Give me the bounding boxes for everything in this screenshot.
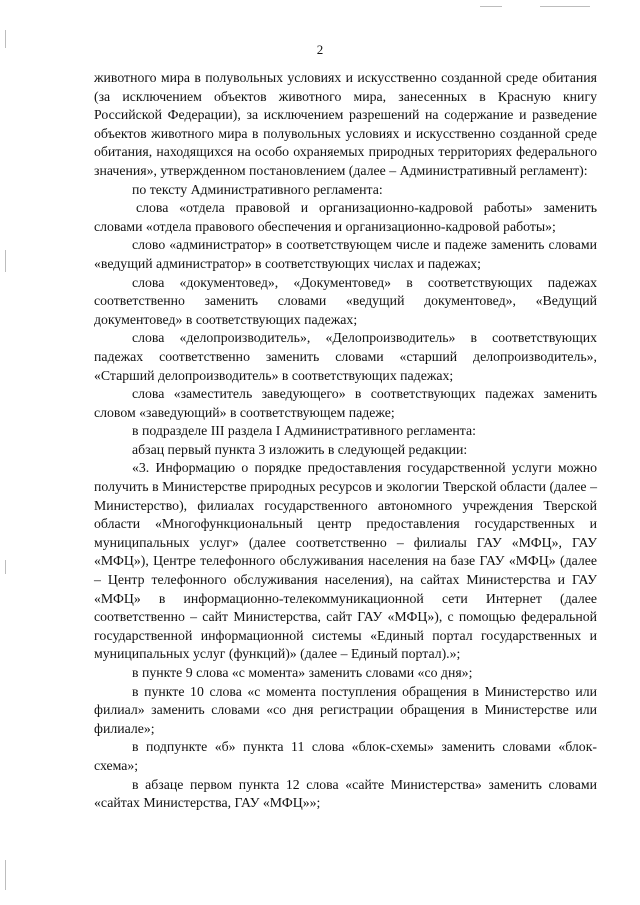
scan-edge-mark [5,860,6,890]
paragraph: в пункте 10 слова «с момента поступления обращения в Министерство или филиал» заменить словами «со дня регистрации обращения в Министерстве или филиале»; [94,683,597,736]
paragraph: слова «заместитель заведующего» в соответствующих падежах заменить словом «заведующий» в соответствующем падеже; [94,386,597,420]
paragraph: в подпункте «б» пункта 11 слова «блок-схемы» заменить словами «блок-схема»; [94,739,597,773]
paragraph: в абзаце первом пункта 12 слова «сайте Министерства» заменить словами «сайтах Министерства, ГАУ «МФЦ»»; [94,776,597,811]
paragraph: слова «документовед», «Документовед» в соответствующих падежах соответственно заменить словами «ведущий документовед», «Ведущий документовед» в соответствующих падежах; [94,274,597,327]
paragraph: в подразделе III раздела I Административного регламента: [132,423,476,439]
scan-edge-mark [5,250,6,272]
paragraph: животного мира в полувольных условиях и искусственно созданной среде обитания (за исключением объектов животного мира, занесенных в Красную книгу Российской Федерации), за исключением разрешений на содержание и разведение объектов животного мира в полувольных условиях и искусственно созданной среде обитания, находящихся на особо охраняемых природных территориях федерального значения», утвержденном постановлением (далее – Административный регламент): [94,70,597,178]
paragraph: слово «администратор» в соответствующем числе и падеже заменить словами «ведущий администратор» в соответствующих числах и падежах; [94,237,597,271]
scan-top-mark [480,6,502,7]
scan-edge-mark [5,560,6,574]
paragraph: «3. Информацию о порядке предоставления государственной услуги можно получить в Министерстве природных ресурсов и экологии Тверской области (далее – Министерство), филиалах государственного автономного учреждения Тверской области «Многофункциональный центр предоставления государственных и муниципальных услуг» (далее соответственно – филиалы ГАУ «МФЦ», ГАУ «МФЦ»), Центре телефонного обслуживания населения на базе ГАУ «МФЦ» (далее – Центр телефонного обслуживания населения), на сайтах Министерства и ГАУ «МФЦ» в информационно-телекоммуникационной сети Интернет (далее соответственно – сайт Министерства, сайт ГАУ «МФЦ»), с помощью федеральной государственной информационной системы «Единый портал государственных и муниципальных услуг (функций)» (далее – Единый портал).»; [94,460,597,662]
paragraph: слова «отдела правовой и организационно-кадровой работы» заменить словами «отдела правового обеспечения и организационно-кадровой работы»; [94,200,597,234]
document-body [94,69,597,813]
paragraph: абзац первый пункта 3 изложить в следующей редакции: [132,441,468,457]
scan-top-mark [540,6,590,7]
paragraph: слова «делопроизводитель», «Делопроизводитель» в соответствующих падежах соответственно заменить словами «старший делопроизводитель», «Старший делопроизводитель» в соответствующих падежах; [94,330,597,383]
paragraph: по тексту Административного регламента: [132,181,383,197]
page-number: 2 [316,42,324,57]
paragraph: в пункте 9 слова «с момента» заменить словами «со дня»; [132,665,473,680]
